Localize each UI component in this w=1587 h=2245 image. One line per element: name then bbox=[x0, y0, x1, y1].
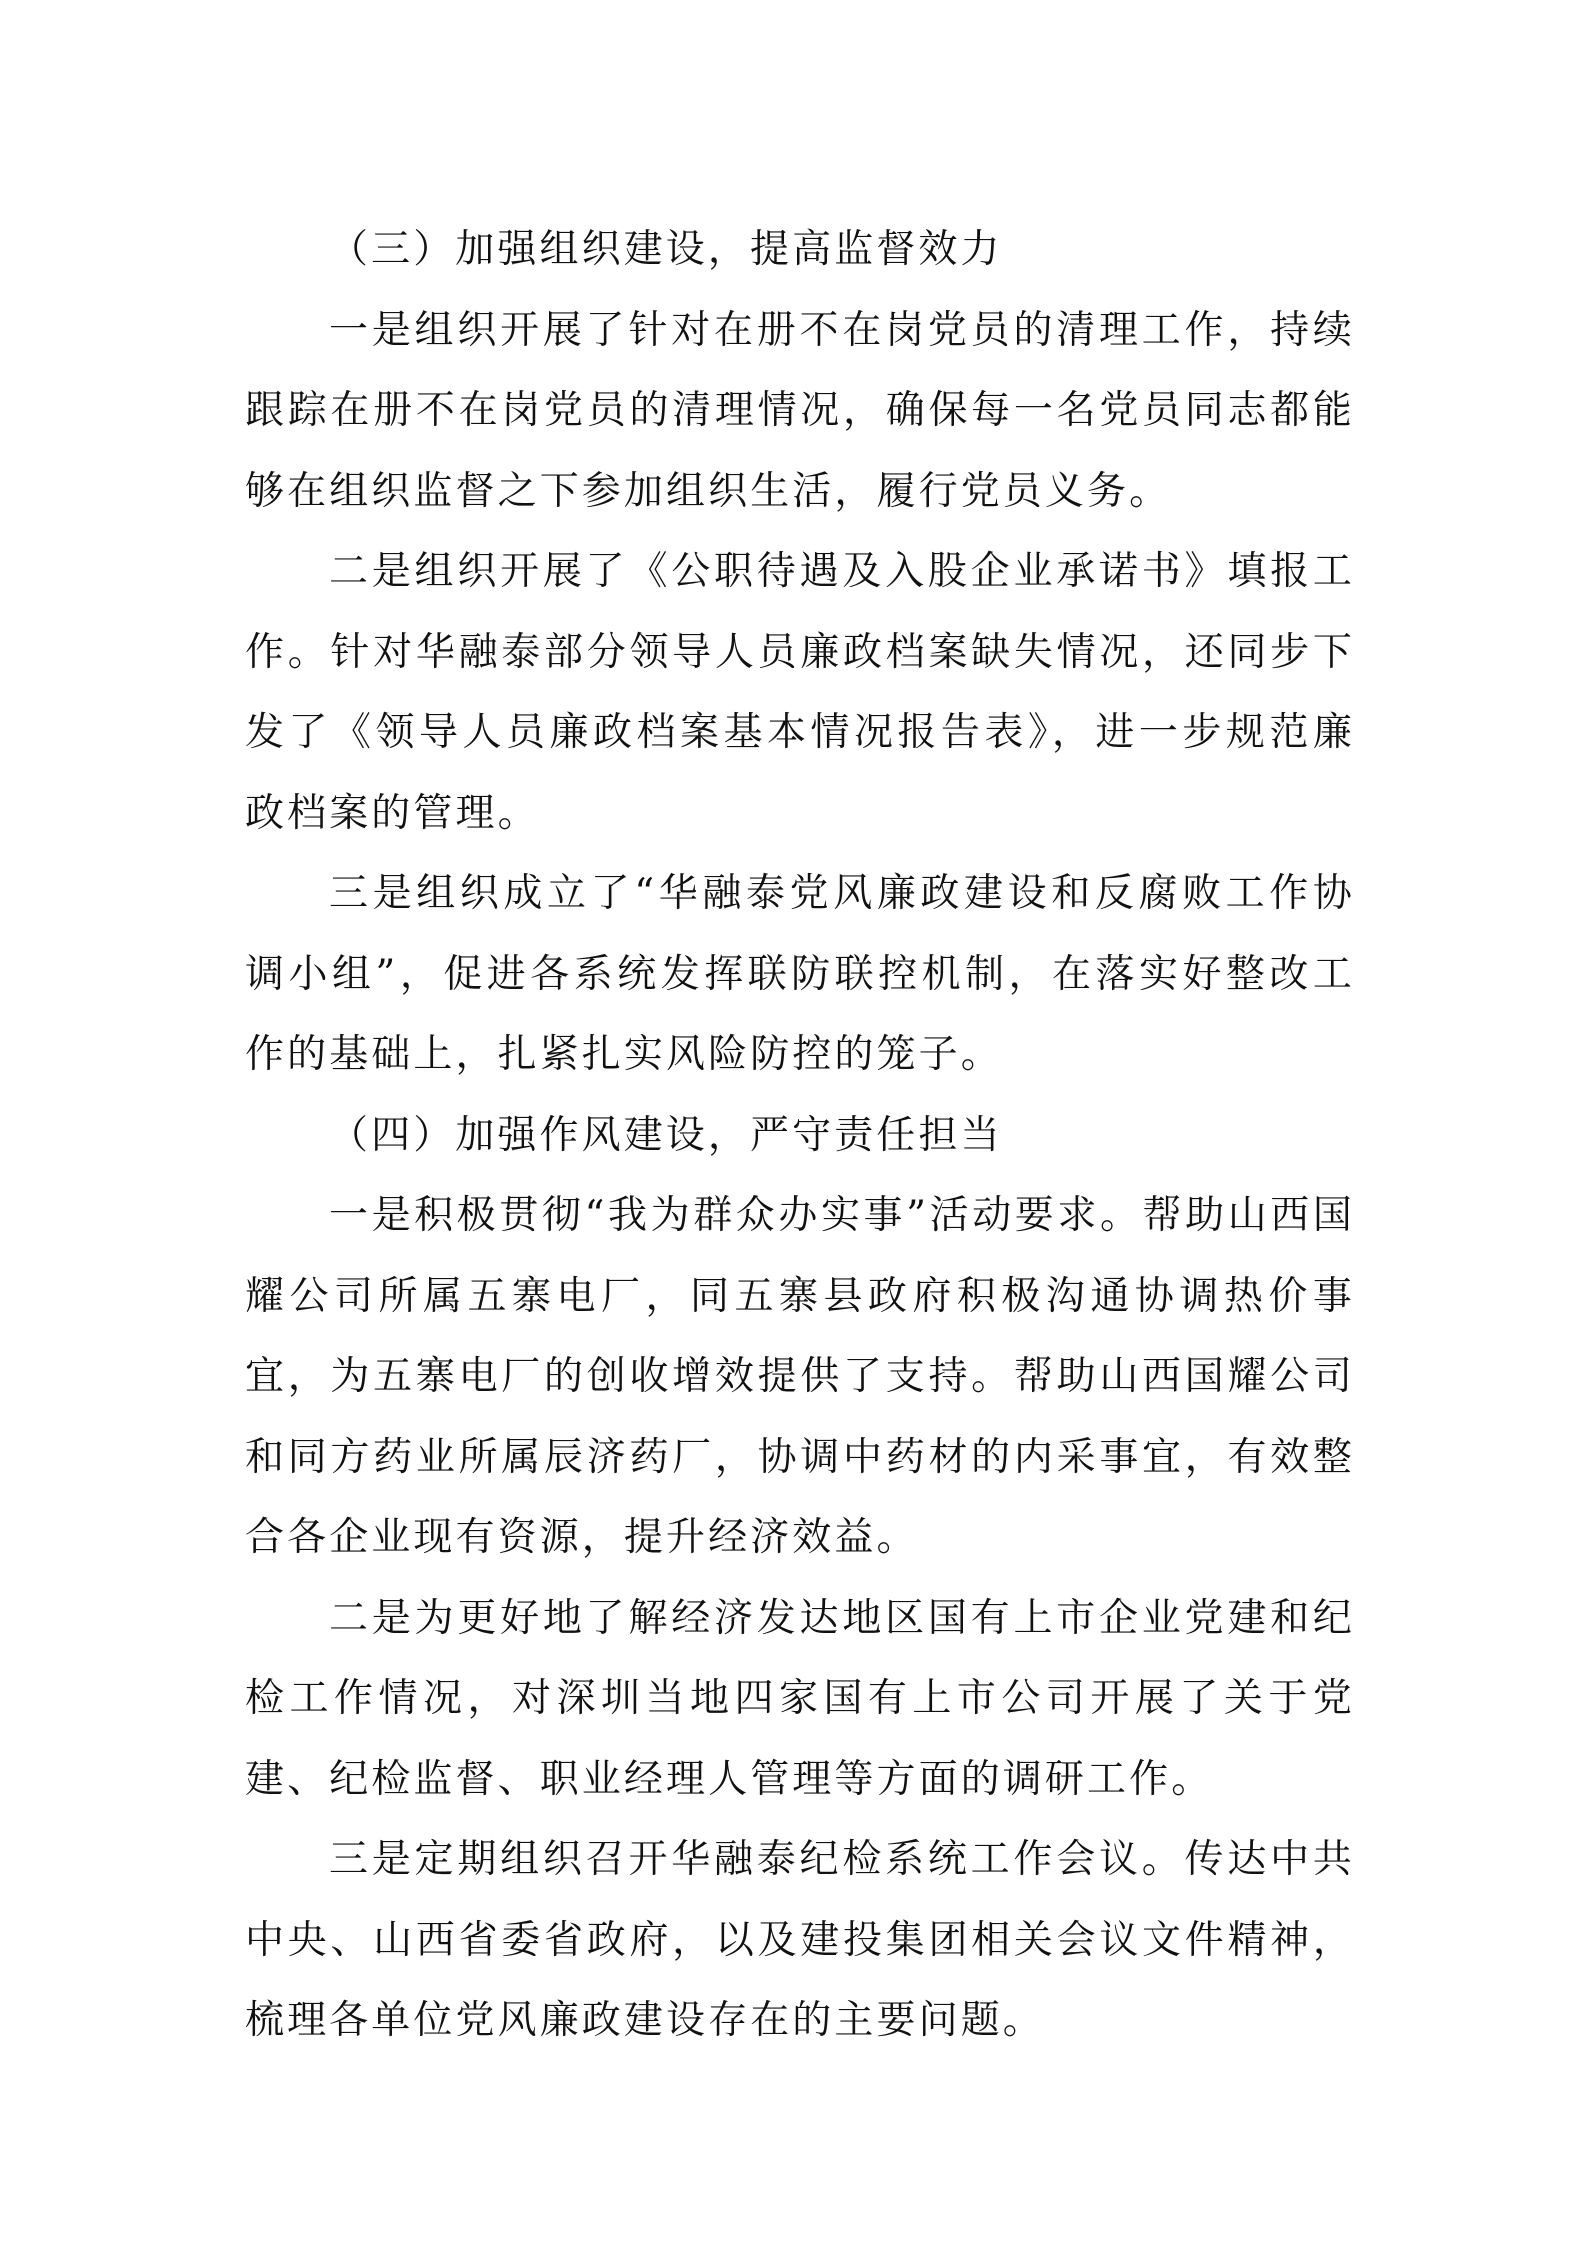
section-organization-building bbox=[245, 210, 1355, 1096]
paragraph: 三是定期组织召开华融泰纪检系统工作会议。传达中共中央、山西省委省政府，以及建投集团相关会议文件精神，梳理各单位党风廉政建设存在的主要问题。 bbox=[245, 1837, 1355, 2043]
paragraph: 一是组织开展了针对在册不在岗党员的清理工作，持续跟踪在册不在岗党员的清理情况，确保每一名党员同志都能够在组织监督之下参加组织生活，履行党员义务。 bbox=[245, 307, 1355, 514]
document-page bbox=[245, 210, 1355, 2062]
section-heading: （四）加强作风建设，严守责任担当 bbox=[329, 1112, 1003, 1158]
paragraph: 一是积极贯彻“我为群众办实事”活动要求。帮助山西国耀公司所属五寨电厂，同五寨县政府积极沟通协调热价事宜，为五寨电厂的创收增效提供了支持。帮助山西国耀公司和同方药业所属辰济药厂，协调中药材的内采事宜，有效整合各企业现有资源，提升经济效益。 bbox=[245, 1193, 1355, 1560]
section-work-style-building bbox=[245, 1096, 1355, 2062]
paragraph: 三是组织成立了“华融泰党风廉政建设和反腐败工作协调小组”，促进各系统发挥联防联控机制，在落实好整改工作的基础上，扎紧扎实风险防控的笼子。 bbox=[245, 871, 1355, 1077]
paragraph: 二是为更好地了解经济发达地区国有上市企业党建和纪检工作情况，对深圳当地四家国有上市公司开展了关于党建、纪检监督、职业经理人管理等方面的调研工作。 bbox=[245, 1595, 1355, 1802]
paragraph: 二是组织开展了《公职待遇及入股企业承诺书》填报工作。针对华融泰部分领导人员廉政档案缺失情况，还同步下发了《领导人员廉政档案基本情况报告表》，进一步规范廉政档案的管理。 bbox=[245, 549, 1355, 836]
section-heading: （三）加强组织建设，提高监督效力 bbox=[329, 227, 1003, 272]
